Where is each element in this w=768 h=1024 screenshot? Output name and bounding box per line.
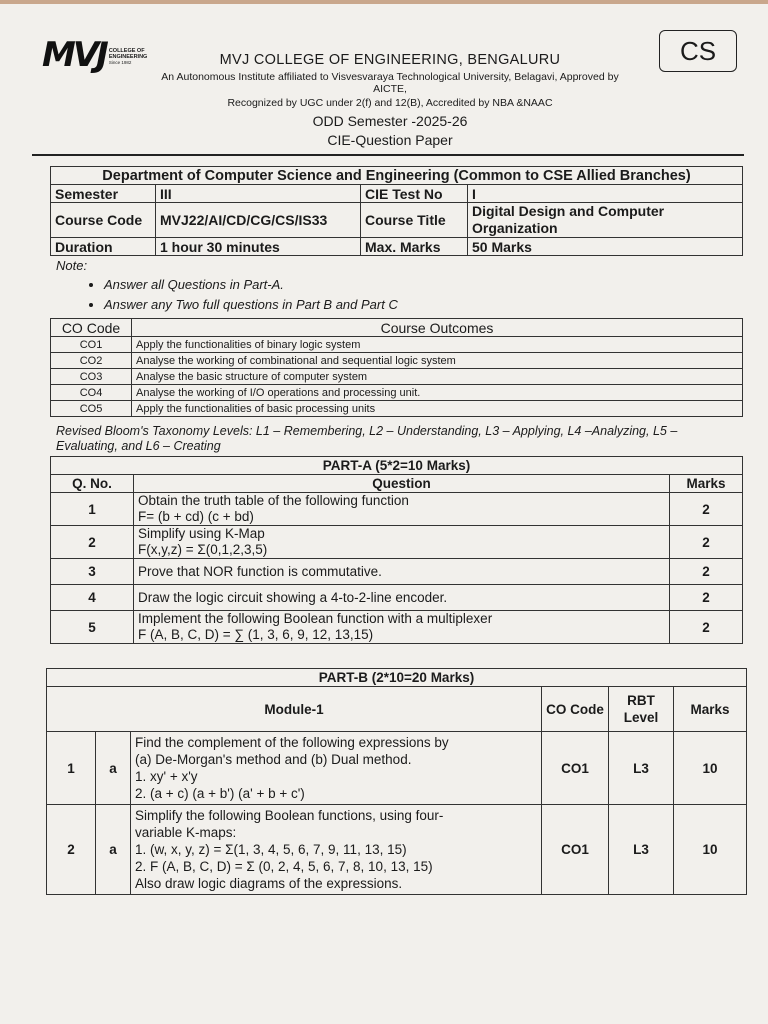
duration-label: Duration [51,238,156,256]
instruction-item: • Answer all Questions in Part-A. [104,277,743,292]
question-row [47,805,747,895]
question-marks: 2 [670,559,743,585]
college-name: MVJ COLLEGE OF ENGINEERING, BENGALURU [219,52,561,68]
question-number: 3 [51,559,134,585]
co-text: Analyse the working of combinational and sequential logic system [132,353,743,369]
question-line: F (A, B, C, D) = ∑ (1, 3, 6, 9, 12, 13,15) [138,627,374,642]
question-row [51,559,743,585]
co-row [51,385,743,401]
question-line: Simplify the following Boolean functions, using four- [135,808,444,823]
question-text: Prove that NOR function is commutative. [134,559,670,585]
question-text [134,611,670,644]
part-b-title: PART-B (2*10=20 Marks) [47,669,747,687]
logo-line-1: COLLEGE OF [108,48,145,54]
blooms-taxonomy-note: Revised Bloom's Taxonomy Levels: L1 – Remembering, L2 – Understanding, L3 – Applying, L4 –Analyzing, L5 – Evaluating, and L6 – Creating [56,424,678,453]
question-marks: 10 [674,805,747,895]
course-title-value: Digital Design and Computer Organization [468,203,743,238]
question-rbt: L3 [609,732,674,805]
logo-line-3: Since 1982 [108,60,132,65]
logo-caption [109,48,148,66]
paper-title: CIE-Question Paper [327,132,453,148]
question-number: 2 [47,805,96,895]
co-text: Analyse the basic structure of computer system [132,369,743,385]
module-header: Module-1 [47,687,542,732]
semester-label: Semester [51,185,156,203]
question-row [51,585,743,611]
co-code: CO4 [51,385,132,401]
co-code: CO2 [51,353,132,369]
question-header: Question [134,475,670,493]
question-line: 2. (a + c) (a + b') (a' + b + c') [135,786,305,801]
max-marks-value: 50 Marks [468,238,743,256]
question-line: F= (b + cd) (c + bd) [138,509,254,524]
co-code-header: CO Code [542,687,609,732]
question-number: 1 [47,732,96,805]
course-info-table [50,166,743,256]
question-line: 1. (w, x, y, z) = Σ(1, 3, 4, 5, 6, 7, 9, 11, 13, 15) [135,842,407,857]
college-logo [42,35,148,75]
question-line: Find the complement of the following expressions by [135,735,449,750]
question-text: Draw the logic circuit showing a 4-to-2-line encoder. [134,585,670,611]
co-code: CO3 [51,369,132,385]
semester-value: III [156,185,361,203]
instructions [50,258,743,317]
rbt-level-header: RBT Level [609,687,674,732]
question-marks: 2 [670,585,743,611]
department-title: Department of Computer Science and Engineering (Common to CSE Allied Branches) [51,167,743,185]
marks-header: Marks [670,475,743,493]
co-row [51,369,743,385]
co-code: CO1 [51,337,132,353]
course-outcomes-header: Course Outcomes [132,319,743,337]
course-code-label: Course Code [51,203,156,238]
question-line: (a) De-Morgan's method and (b) Dual method. [135,752,412,767]
part-a-title: PART-A (5*2=10 Marks) [51,457,743,475]
question-row [47,732,747,805]
question-number: 5 [51,611,134,644]
question-rbt: L3 [609,805,674,895]
question-line: Implement the following Boolean function with a multiplexer [138,611,493,626]
affiliation-text: An Autonomous Institute affiliated to Visvesvaraya Technological University, Belagavi, Approved by AICTE, [161,71,619,95]
question-row [51,493,743,526]
question-sub: a [96,805,131,895]
course-outcomes-table [50,318,743,417]
instruction-list [50,277,743,312]
duration-value: 1 hour 30 minutes [156,238,361,256]
co-text: Analyse the working of I/O operations and processing unit. [132,385,743,401]
cie-test-label: CIE Test No [361,185,468,203]
co-text: Apply the functionalities of binary logic system [132,337,743,353]
question-line: 2. F (A, B, C, D) = Σ (0, 2, 4, 5, 6, 7, 8, 10, 13, 15) [135,859,433,874]
co-code: CO5 [51,401,132,417]
question-line: 1. xy' + x'y [135,769,198,784]
question-marks: 2 [670,526,743,559]
question-co: CO1 [542,732,609,805]
co-text: Apply the functionalities of basic processing units [132,401,743,417]
question-text [131,805,542,895]
question-text [134,493,670,526]
question-line: F(x,y,z) = Σ(0,1,2,3,5) [138,542,268,557]
co-code-header: CO Code [51,319,132,337]
cie-test-value: I [468,185,743,203]
question-marks: 10 [674,732,747,805]
question-line: Obtain the truth table of the following function [138,493,409,508]
page-top-edge [0,0,768,4]
question-text [131,732,542,805]
part-a-table [50,456,743,644]
co-row [51,401,743,417]
question-text [134,526,670,559]
logo-line-2: ENGINEERING [108,54,148,60]
question-marks: 2 [670,493,743,526]
co-row [51,353,743,369]
question-line: variable K-maps: [135,825,237,840]
question-row [51,611,743,644]
co-row [51,337,743,353]
recognition-text: Recognized by UGC under 2(f) and 12(B), Accredited by NBA &NAAC [227,97,553,109]
question-row [51,526,743,559]
part-b-table [46,668,747,895]
header-divider [32,154,744,156]
question-marks: 2 [670,611,743,644]
max-marks-label: Max. Marks [361,238,468,256]
question-line: Also draw logic diagrams of the expressions. [135,876,403,891]
logo-mark: MVJ [42,35,106,75]
semester-line: ODD Semester -2025-26 [312,113,468,129]
question-sub: a [96,732,131,805]
note-label: Note: [56,258,88,273]
question-number: 2 [51,526,134,559]
course-title-label: Course Title [361,203,468,238]
marks-header: Marks [674,687,747,732]
question-number: 1 [51,493,134,526]
branch-tag: CS [659,30,737,72]
qno-header: Q. No. [51,475,134,493]
instruction-item: • Answer any Two full questions in Part B and Part C [104,297,743,312]
question-co: CO1 [542,805,609,895]
document-header [150,52,630,148]
course-code-value: MVJ22/AI/CD/CG/CS/IS33 [156,203,361,238]
question-line: Simplify using K-Map [138,526,265,541]
question-number: 4 [51,585,134,611]
